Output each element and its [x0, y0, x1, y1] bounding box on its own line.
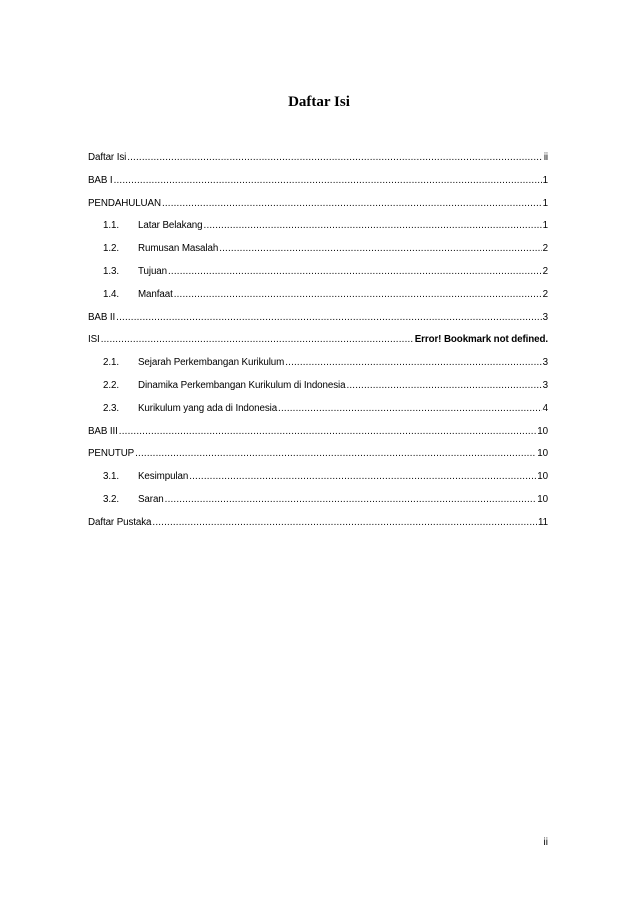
toc-entry-label: Tujuan: [138, 265, 167, 277]
toc-entry-label: BAB I: [88, 174, 113, 186]
toc-entry[interactable]: [88, 312, 548, 335]
toc-entry-number: 3.1.: [103, 471, 119, 483]
toc-subentry[interactable]: [88, 220, 548, 243]
toc-entry-number: 2.3.: [103, 402, 119, 414]
toc-leader-dots: [168, 266, 542, 277]
toc-entry-label: ISI: [88, 334, 100, 346]
toc-entry-label: Kesimpulan: [138, 471, 189, 483]
page-title: Daftar Isi: [288, 94, 350, 110]
toc-entry-page: 3: [542, 379, 548, 391]
toc-subentry[interactable]: [88, 403, 548, 426]
toc-entry-label: Daftar Isi: [88, 152, 127, 163]
toc-subentry[interactable]: [88, 494, 548, 517]
toc-leader-dots: [165, 494, 537, 505]
toc-entry-number: 1.3.: [103, 265, 119, 277]
toc-entry-label: Manfaat: [138, 288, 173, 300]
toc-entry-page: 1: [542, 174, 548, 186]
toc-subentry[interactable]: [88, 357, 548, 380]
toc-entry-number: 3.2.: [103, 493, 119, 505]
toc-entry-page: 1: [542, 197, 548, 209]
toc-entry[interactable]: [88, 152, 548, 175]
toc-entry-label: Rumusan Masalah: [138, 243, 219, 255]
toc-entry-page: 1: [542, 220, 548, 232]
toc-entry-page: 4: [542, 402, 548, 414]
toc-leader-dots: [162, 198, 542, 209]
toc-entry[interactable]: [88, 448, 548, 471]
toc-entry-label: PENDAHULUAN: [88, 197, 161, 209]
toc-entry-label: BAB III: [88, 425, 118, 437]
toc-leader-dots: [278, 403, 542, 414]
toc-leader-dots: [114, 175, 542, 186]
toc-subentry[interactable]: [88, 380, 548, 403]
toc-entry-number: 2.2.: [103, 379, 119, 391]
toc-entry-label: Dinamika Perkembangan Kurikulum di Indonesia: [138, 379, 346, 391]
toc-entry-page: 10: [537, 493, 548, 505]
toc-entry-page: 2: [542, 243, 548, 255]
toc-entry-page: 10: [537, 448, 548, 460]
toc-leader-dots: [152, 517, 537, 528]
toc-entry[interactable]: [88, 426, 548, 449]
toc-entry-label: Daftar Pustaka: [88, 516, 152, 528]
toc-leader-dots: [119, 426, 537, 437]
toc-subentry[interactable]: [88, 243, 548, 266]
toc-entry-page: 3: [542, 311, 548, 323]
toc-subentry[interactable]: [88, 266, 548, 289]
toc-subentry[interactable]: [88, 471, 548, 494]
toc-leader-dots: [346, 380, 541, 391]
table-of-contents: [88, 152, 548, 540]
toc-entry-page: ii: [543, 152, 548, 163]
toc-entry-page: 2: [542, 288, 548, 300]
toc-entry-page-error: Error! Bookmark not defined.: [414, 334, 548, 346]
toc-leader-dots: [285, 357, 541, 368]
toc-entry-page: 2: [542, 265, 548, 277]
toc-entry-page: 10: [537, 471, 548, 483]
toc-leader-dots: [204, 220, 542, 231]
toc-leader-dots: [189, 471, 536, 482]
toc-leader-dots: [116, 312, 541, 323]
toc-leader-dots: [174, 289, 542, 300]
toc-entry-label: Kurikulum yang ada di Indonesia: [138, 402, 278, 414]
toc-subentry[interactable]: [88, 289, 548, 312]
toc-entry-number: 1.2.: [103, 243, 119, 255]
toc-entry-label: BAB II: [88, 311, 116, 323]
toc-leader-dots: [127, 152, 543, 163]
toc-entry-page: 10: [537, 425, 548, 437]
toc-entry-number: 1.4.: [103, 288, 119, 300]
toc-entry-label: Sejarah Perkembangan Kurikulum: [138, 357, 285, 369]
toc-entry-number: 1.1.: [103, 220, 119, 232]
toc-entry-label: Saran: [138, 493, 164, 505]
toc-entry[interactable]: [88, 198, 548, 221]
toc-entry[interactable]: [88, 334, 548, 357]
toc-leader-dots: [219, 243, 541, 254]
toc-entry[interactable]: [88, 517, 548, 540]
toc-entry[interactable]: [88, 175, 548, 198]
toc-entry-number: 2.1.: [103, 357, 119, 369]
toc-leader-dots: [135, 448, 536, 459]
toc-entry-label: Latar Belakang: [138, 220, 203, 232]
page-number: ii: [543, 837, 548, 848]
toc-entry-page: 3: [542, 357, 548, 369]
toc-entry-label: PENUTUP: [88, 448, 135, 460]
toc-entry-page: 11: [538, 516, 548, 528]
toc-leader-dots: [101, 334, 414, 345]
